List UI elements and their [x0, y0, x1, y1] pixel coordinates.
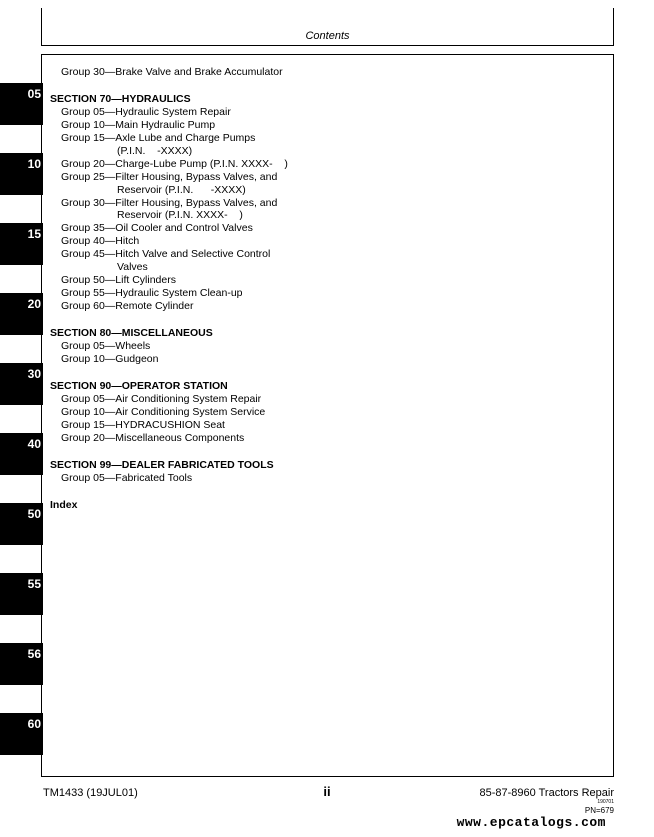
- toc-group-entry: Group 45—Hitch Valve and Selective Control: [61, 248, 271, 261]
- toc-group-entry: Group 50—Lift Cylinders: [61, 273, 176, 286]
- section-tab-label: 40: [27, 437, 41, 451]
- toc-entry-continuation: Reservoir (P.I.N. XXXX- ): [117, 209, 243, 222]
- toc-group-entry: Group 20—Miscellaneous Components: [61, 431, 245, 444]
- footer-title: 85-87-8960 Tractors Repair: [479, 787, 614, 799]
- section-tab-05[interactable]: [0, 83, 43, 125]
- section-tab-55[interactable]: [0, 573, 43, 615]
- toc-section-heading: SECTION 70—HYDRAULICS: [50, 93, 191, 106]
- toc-group-entry: Group 25—Filter Housing, Bypass Valves, and: [61, 170, 278, 183]
- toc-spacer: [50, 445, 288, 460]
- section-tab-label: 20: [27, 297, 41, 311]
- toc-group-entry: Group 10—Main Hydraulic Pump: [61, 119, 216, 132]
- toc-section-heading: SECTION 80—MISCELLANEOUS: [50, 327, 213, 340]
- section-tab-label: 10: [27, 157, 41, 171]
- section-tab-50[interactable]: [0, 503, 43, 545]
- section-tab-label: 50: [27, 507, 41, 521]
- section-tab-10[interactable]: [0, 153, 43, 195]
- table-of-contents: [50, 66, 288, 512]
- section-tab-56[interactable]: [0, 643, 43, 685]
- toc-section-heading: Index: [50, 499, 78, 512]
- section-tab-40[interactable]: [0, 433, 43, 475]
- footer-pn: PN=679: [584, 806, 614, 815]
- section-tab-label: 55: [27, 577, 41, 591]
- toc-group-entry: Group 10—Gudgeon: [61, 352, 159, 365]
- toc-group-entry: Group 35—Oil Cooler and Control Valves: [61, 222, 253, 235]
- toc-group-entry: Group 05—Fabricated Tools: [61, 472, 193, 485]
- section-tab-label: 56: [27, 647, 41, 661]
- toc-entry-continuation: Reservoir (P.I.N. -XXXX): [117, 183, 246, 196]
- watermark: www.epcatalogs.com: [456, 815, 606, 830]
- section-tab-label: 05: [27, 87, 41, 101]
- section-tab-20[interactable]: [0, 293, 43, 335]
- toc-section-heading: SECTION 90—OPERATOR STATION: [50, 380, 228, 393]
- toc-group-entry: Group 05—Wheels: [61, 339, 151, 352]
- toc-spacer: [50, 79, 288, 94]
- toc-group-entry: Group 55—Hydraulic System Clean-up: [61, 286, 243, 299]
- section-tab-15[interactable]: [0, 223, 43, 265]
- toc-group-entry: Group 30—Brake Valve and Brake Accumulator: [61, 66, 283, 78]
- footer-page-number: ii: [323, 784, 331, 799]
- toc-group-entry: Group 15—HYDRACUSHION Seat: [61, 418, 225, 431]
- toc-group-entry: Group 10—Air Conditioning System Service: [61, 405, 266, 418]
- toc-group-entry: Group 40—Hitch: [61, 235, 140, 248]
- toc-spacer: [50, 366, 288, 381]
- section-tab-30[interactable]: [0, 363, 43, 405]
- section-tab-label: 60: [27, 717, 41, 731]
- section-tab-60[interactable]: [0, 713, 43, 755]
- section-tab-label: 30: [27, 367, 41, 381]
- footer-manual-id: TM1433 (19JUL01): [43, 787, 138, 799]
- toc-group-entry: Group 20—Charge-Lube Pump (P.I.N. XXXX- ): [61, 157, 288, 170]
- toc-entry-continuation: (P.I.N. -XXXX): [117, 144, 193, 157]
- toc-group-entry: Group 05—Hydraulic System Repair: [61, 106, 231, 119]
- toc-spacer: [50, 313, 288, 328]
- toc-section-heading: SECTION 99—DEALER FABRICATED TOOLS: [50, 459, 274, 472]
- toc-group-entry: Group 05—Air Conditioning System Repair: [61, 393, 262, 406]
- toc-group-entry: Group 60—Remote Cylinder: [61, 299, 194, 312]
- toc-group-entry: Group 30—Filter Housing, Bypass Valves, and: [61, 196, 278, 209]
- toc-group-entry: Group 15—Axle Lube and Charge Pumps: [61, 132, 256, 145]
- toc-entry-continuation: Valves: [117, 260, 148, 273]
- section-tab-label: 15: [27, 227, 41, 241]
- footer-date-code: 190701: [597, 799, 614, 805]
- page-header-title: Contents: [305, 30, 350, 42]
- toc-spacer: [50, 485, 288, 500]
